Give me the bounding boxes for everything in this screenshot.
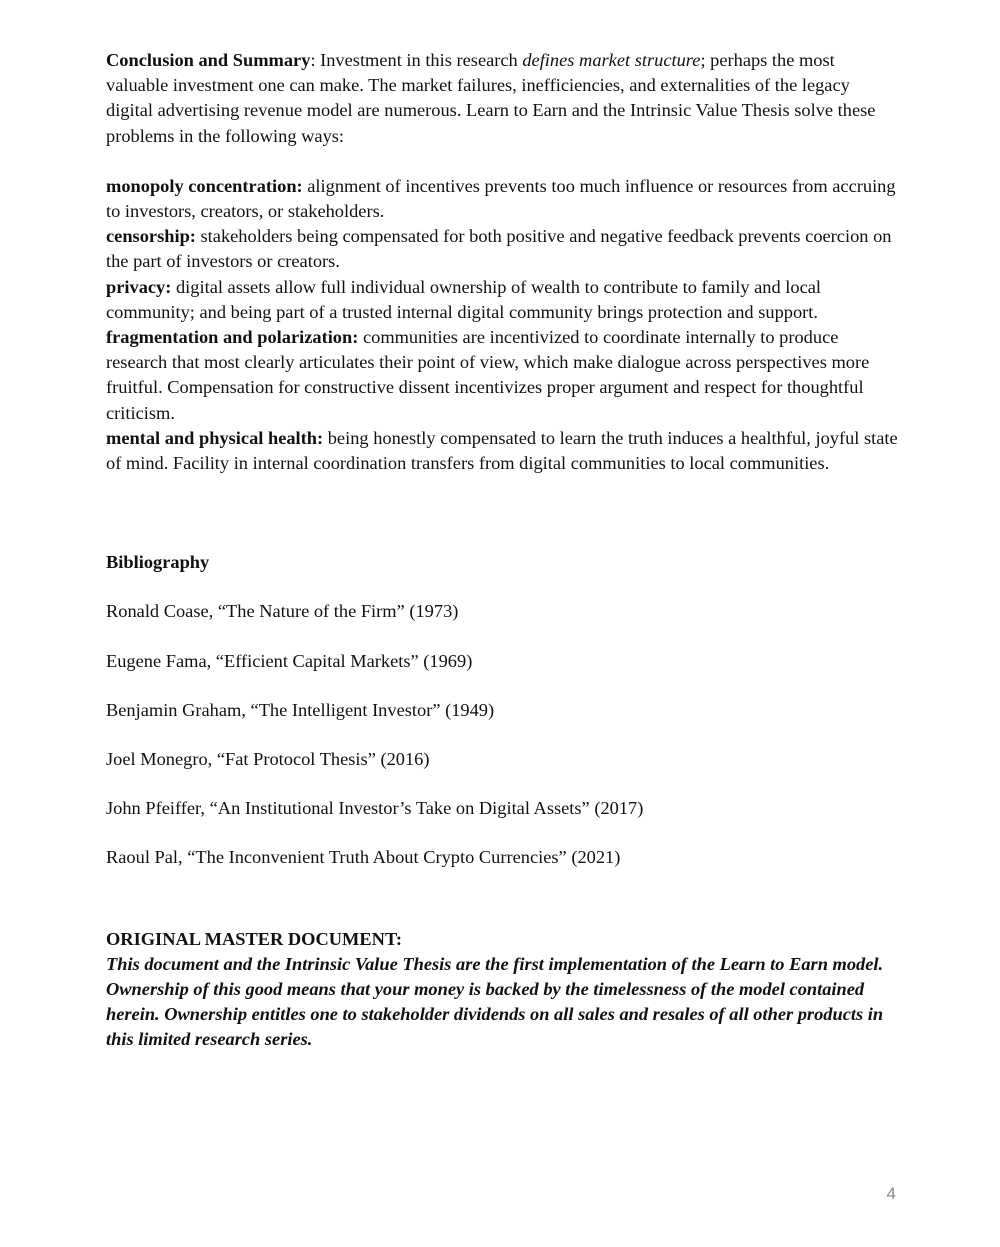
master-document-heading: ORIGINAL MASTER DOCUMENT: [106, 928, 402, 949]
conclusion-intro-before-emphasis: Investment in this research [320, 50, 523, 70]
bibliography-entry: Joel Monegro, “Fat Protocol Thesis” (2016) [106, 749, 430, 770]
bibliography-section [106, 550, 898, 870]
conclusion-heading: Conclusion and Summary [106, 50, 311, 70]
problem-text: communities are incentivized to coordinate internally to produce research that most clearly articulates their point of view, which make dialogue across perspectives more fruitful. Compensation for constructive dissent incentivizes proper argument and respect for thoughtful criticism. [106, 327, 870, 423]
master-document-body: This document and the Intrinsic Value Thesis are the first implementation of the Learn to Earn model. Ownership of this good means that your money is backed by the timelessness of the model contained herein. Ownership entitles one to stakeholder dividends on all sales and resales of all other products in this limited research series. [106, 953, 884, 1050]
bibliography-entry: Benjamin Graham, “The Intelligent Investor” (1949) [106, 699, 495, 720]
problem-text: digital assets allow full individual ownership of wealth to contribute to family and local community; and being part of a trusted internal digital community brings protection and support. [106, 276, 822, 322]
bibliography-entry: Ronald Coase, “The Nature of the Firm” (1973) [106, 601, 459, 622]
problem-term: censorship: [106, 226, 196, 247]
problem-text: stakeholders being compensated for both positive and negative feedback prevents coercion on the part of investors or creators. [106, 226, 892, 272]
bibliography-list [106, 599, 898, 870]
problem-term: privacy: [106, 276, 172, 297]
section-spacer [106, 476, 898, 550]
conclusion-paragraph [106, 48, 898, 149]
problem-term: fragmentation and polarization: [106, 327, 359, 348]
problem-item [106, 275, 898, 325]
problem-item [106, 174, 898, 224]
master-document-section [106, 927, 898, 1053]
problem-item [106, 325, 898, 426]
bibliography-entry: John Pfeiffer, “An Institutional Investor’s Take on Digital Assets” (2017) [106, 798, 644, 819]
document-page [106, 48, 898, 1053]
problem-list [106, 174, 898, 476]
problem-text: alignment of incentives prevents too much influence or resources from accruing to investors, creators, or stakeholders. [106, 175, 896, 222]
conclusion-separator: : [310, 50, 321, 70]
conclusion-section [106, 48, 898, 476]
problem-text: being honestly compensated to learn the truth induces a healthful, joyful state of mind. Facility in internal coordination transfers from digital communities to local communities. [106, 427, 898, 474]
bibliography-entry: Raoul Pal, “The Inconvenient Truth About Crypto Currencies” (2021) [106, 847, 621, 868]
problem-item [106, 224, 898, 274]
conclusion-emphasis: defines market structure [522, 50, 701, 70]
page-number: 4 [886, 1184, 896, 1203]
conclusion-intro-after-emphasis: ; perhaps the most valuable investment one can make. The market failures, inefficiencies, and externalities of the legacy digital advertising revenue model are numerous. Learn to Earn and the Intrinsic Value Thesis solve these problems in the following ways: [106, 50, 876, 146]
problem-item [106, 426, 898, 476]
problem-term: monopoly concentration: [106, 175, 303, 196]
bibliography-entry: Eugene Fama, “Efficient Capital Markets” (1969) [106, 650, 473, 671]
problem-term: mental and physical health: [106, 427, 324, 448]
bibliography-heading: Bibliography [106, 552, 210, 573]
